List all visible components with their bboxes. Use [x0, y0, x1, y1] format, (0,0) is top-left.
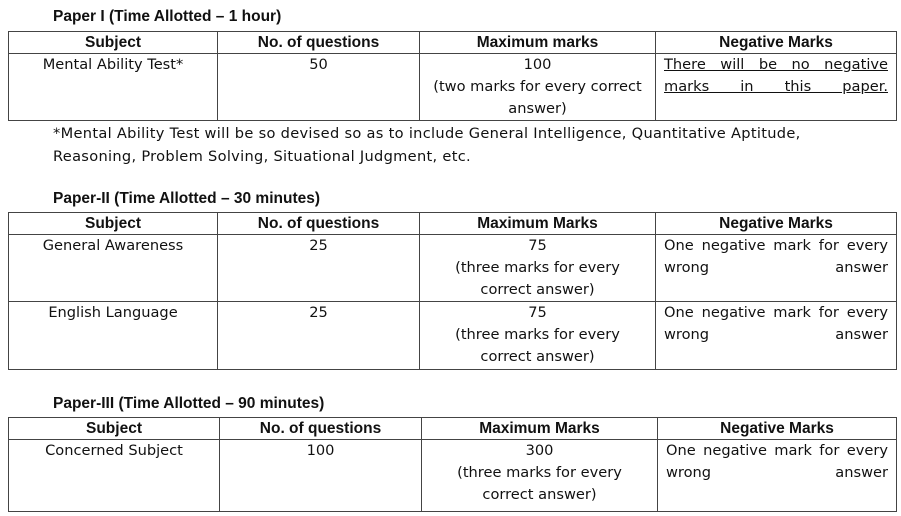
paper3-title: Paper-III (Time Allotted – 90 minutes)	[53, 395, 325, 412]
header-subject: Subject	[9, 418, 220, 440]
table-row	[9, 440, 897, 512]
table-row	[9, 54, 897, 121]
header-subject: Subject	[9, 32, 218, 54]
header-questions: No. of questions	[220, 418, 422, 440]
marks-value: 75	[528, 237, 547, 254]
subject-cell: English Language	[9, 302, 218, 370]
paper2-title: Paper-II (Time Allotted – 30 minutes)	[53, 190, 321, 207]
header-questions: No. of questions	[218, 32, 420, 54]
table-header-row	[9, 418, 897, 440]
marks-note: (three marks for every correct answer)	[455, 259, 620, 298]
paper1-title: Paper I (Time Allotted – 1 hour)	[53, 8, 282, 25]
header-negative-marks: Negative Marks	[658, 418, 897, 440]
header-max-marks: Maximum Marks	[420, 213, 656, 235]
header-max-marks: Maximum marks	[420, 32, 656, 54]
subject-cell: Concerned Subject	[9, 440, 220, 512]
table-header-row	[9, 213, 897, 235]
questions-cell: 50	[218, 54, 420, 121]
negative-cell: One negative mark for every wrong answer	[656, 235, 897, 302]
negative-text: There will be no negative marks in this paper.	[664, 56, 888, 95]
marks-note: (three marks for every correct answer)	[457, 464, 622, 503]
marks-cell	[420, 54, 656, 121]
header-subject: Subject	[9, 213, 218, 235]
table-header-row	[9, 32, 897, 54]
questions-cell: 100	[220, 440, 422, 512]
marks-note: (two marks for every correct answer)	[433, 78, 642, 117]
header-max-marks: Maximum Marks	[422, 418, 658, 440]
marks-cell	[420, 235, 656, 302]
negative-cell: One negative mark for every wrong answer	[658, 440, 897, 512]
subject-cell: Mental Ability Test*	[9, 54, 218, 121]
marks-value: 300	[525, 442, 554, 459]
table-row	[9, 235, 897, 302]
header-questions: No. of questions	[218, 213, 420, 235]
marks-cell	[422, 440, 658, 512]
subject-cell: General Awareness	[9, 235, 218, 302]
negative-cell: One negative mark for every wrong answer	[656, 302, 897, 370]
paper1-table	[8, 31, 897, 121]
marks-note: (three marks for every correct answer)	[455, 326, 620, 365]
questions-cell: 25	[218, 302, 420, 370]
questions-cell: 25	[218, 235, 420, 302]
header-negative-marks: Negative Marks	[656, 32, 897, 54]
marks-value: 75	[528, 304, 547, 321]
marks-cell	[420, 302, 656, 370]
paper1-footnote: *Mental Ability Test will be so devised so as to include General Intelligence, Quantitative Aptitude, Reasoning, Problem Solving, Situational Judgment, etc.	[53, 125, 801, 165]
table-row	[9, 302, 897, 370]
paper3-table	[8, 417, 897, 512]
negative-cell	[656, 54, 897, 121]
paper2-table	[8, 212, 897, 370]
marks-value: 100	[523, 56, 552, 73]
header-negative-marks: Negative Marks	[656, 213, 897, 235]
